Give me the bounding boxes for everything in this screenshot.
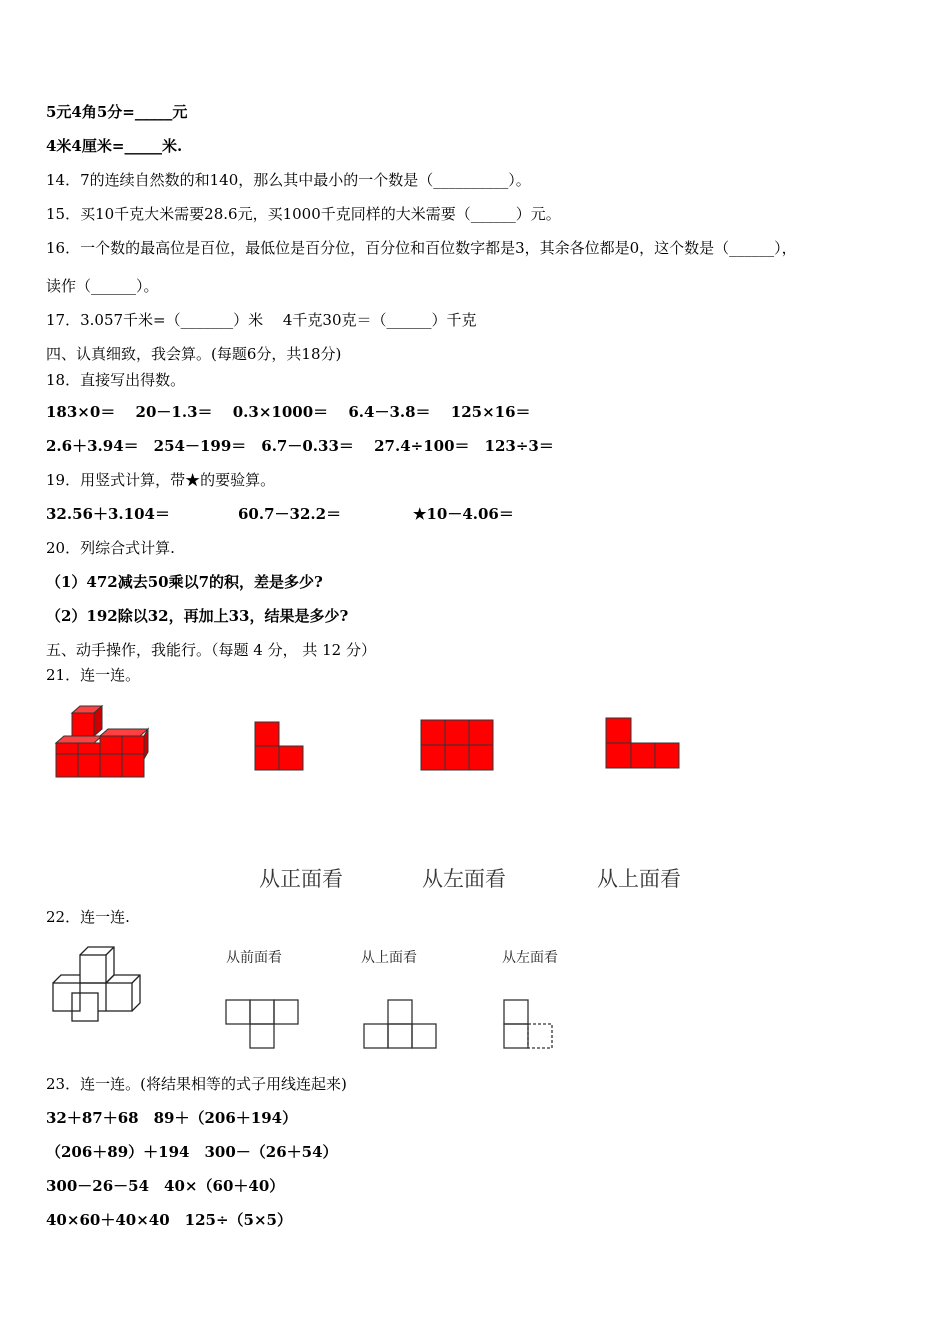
q22-caption-front: 从前面看 (226, 950, 282, 966)
question-19-item-c: ★10－4.06＝ (413, 505, 514, 523)
question-15: 15．买10千克大米需要28.6元，买1000千克同样的大米需要（______）元。 (46, 205, 561, 223)
q21-caption-top: 从上面看 (597, 867, 681, 891)
unit-conversion-yuan: 5元4角5分=_____元 (46, 103, 188, 121)
q22-view-inverted-t-shape (362, 998, 440, 1052)
question-20-part-1: （1）472减去50乘以7的积，差是多少? (46, 573, 323, 591)
q22-view-l-shape (502, 998, 556, 1052)
q22-view-t-shape (224, 998, 302, 1052)
q22-caption-top: 从上面看 (361, 950, 417, 966)
question-23: 23．连一连。(将结果相等的式子用线连起来) (46, 1075, 347, 1093)
question-19-item-a: 32.56＋3.104＝ (46, 505, 170, 523)
q21-caption-left: 从左面看 (422, 867, 506, 891)
q22-caption-left: 从左面看 (502, 950, 558, 966)
question-14: 14．7的连续自然数的和140，那么其中最小的一个数是（__________）。 (46, 171, 531, 189)
question-19-item-b: 60.7－32.2＝ (238, 505, 342, 523)
q21-caption-front: 从正面看 (259, 867, 343, 891)
question-16-line-1: 16．一个数的最高位是百位，最低位是百分位，百分位和百位数字都是3，其余各位都是0，这个数是（______）， (46, 239, 797, 257)
section-5-heading: 五、动手操作，我能行。（每题 4 分， 共 12 分） (46, 641, 376, 659)
question-23-row-3: 300－26－54 40×（60＋40） (46, 1177, 285, 1195)
question-23-row-1: 32＋87＋68 89＋（206＋194） (46, 1109, 298, 1127)
question-21: 21．连一连。 (46, 666, 141, 684)
q21-view-long-l-shape (604, 716, 682, 770)
question-17: 17．3.057千米=（_______）米 4千克30克＝（______）千克 (46, 311, 477, 329)
question-20-part-2: （2）192除以32，再加上33，结果是多少? (46, 607, 349, 625)
question-18-row-2: 2.6＋3.94＝ 254－199＝ 6.7－0.33＝ 27.4÷100＝ 123÷3＝ (46, 437, 554, 455)
q21-cube-stack-figure (52, 705, 152, 780)
question-19: 19．用竖式计算，带★的要验算。 (46, 471, 276, 489)
question-18-row-1: 183×0＝ 20－1.3＝ 0.3×1000＝ 6.4－3.8＝ 125×16＝ (46, 403, 531, 421)
question-18: 18．直接写出得数。 (46, 371, 186, 389)
question-20: 20．列综合式计算. (46, 539, 175, 557)
q21-view-rectangle (419, 718, 495, 772)
section-4-heading: 四、认真细致，我会算。(每题6分，共18分) (46, 345, 342, 363)
unit-conversion-meter: 4米4厘米=_____米. (46, 137, 183, 155)
question-22: 22．连一连. (46, 908, 130, 926)
question-23-row-2: （206＋89）＋194 300－（26＋54） (46, 1143, 338, 1161)
q21-view-l-shape (253, 720, 305, 772)
q22-block-figure (50, 943, 150, 1025)
question-16-line-2: 读作（______）。 (46, 277, 159, 295)
question-23-row-4: 40×60＋40×40 125÷（5×5） (46, 1211, 292, 1229)
